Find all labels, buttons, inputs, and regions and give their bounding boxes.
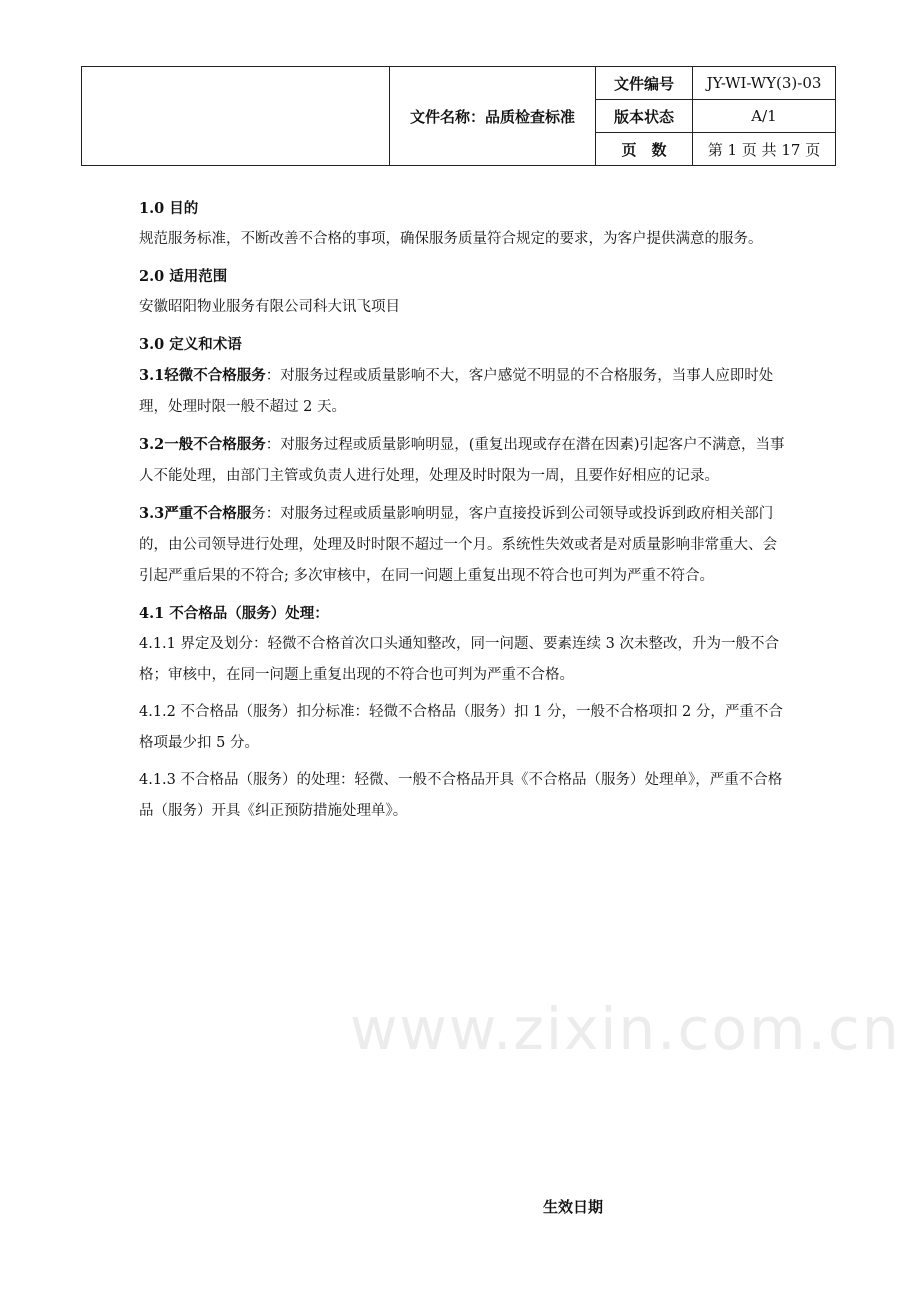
document-header-table: [81, 66, 836, 166]
definition-term: 严重不合格服: [164, 505, 252, 522]
effective-date-label: 生效日期: [543, 1198, 604, 1216]
clause-4-1-2: 4.1.2 不合格品（服务）扣分标准：轻微不合格品（服务）扣 1 分，一般不合格项扣 2 分，严重不合格项最少扣 5 分。: [139, 704, 783, 751]
section-purpose-text: 规范服务标准，不断改善不合格的事项，确保服务质量符合规定的要求，为客户提供满意的服务。: [139, 231, 763, 247]
definition-serious-nonconformity: [139, 498, 789, 592]
definition-term: 轻微不合格服务: [164, 367, 266, 384]
definition-general-nonconformity: [139, 429, 789, 492]
definition-term: 一般不合格服务: [164, 436, 266, 453]
page-label: 页 数: [596, 133, 693, 166]
definition-text: ：对服务过程或质量影响不大，客户感觉不明显的不合格服务，当事人应即时处理，处理时限一般不超过 2 天。: [139, 368, 774, 415]
definition-number: 3.2: [139, 436, 165, 453]
section-heading-definitions: 3.0 定义和术语: [139, 336, 242, 353]
clause-4-1-3: 4.1.3 不合格品（服务）的处理：轻微、一般不合格品开具《不合格品（服务）处理单》，严重不合格品（服务）开具《纠正预防措施处理单》。: [139, 772, 783, 819]
watermark: www.zixin.com.cn: [350, 995, 901, 1063]
file-name: 文件名称：品质检查标准: [390, 67, 596, 166]
definition-minor-nonconformity: [139, 360, 789, 423]
definition-number: 3.3: [139, 505, 165, 522]
section-heading-purpose: 1.0 目的: [139, 200, 199, 217]
clause-4-1-1: 4.1.1 界定及划分：轻微不合格首次口头通知整改，同一问题、要素连续 3 次未整改，升为一般不合格；审核中，在同一问题上重复出现的不符合也可判为严重不合格。: [139, 636, 779, 683]
document-body: [139, 187, 789, 833]
definition-text: ：对服务过程或质量影响明显，(重复出现或存在潜在因素)引起客户不满意，当事人不能处理，由部门主管或负责人进行处理，处理及时时限为一周，且要作好相应的记录。: [139, 437, 785, 484]
version-value: A/1: [693, 100, 836, 133]
definition-number: 3.1: [139, 367, 165, 384]
file-number-label: 文件编号: [596, 67, 693, 100]
version-label: 版本状态: [596, 100, 693, 133]
file-number-value: JY-WI-WY(3)-03: [693, 67, 836, 100]
definition-text: 务：对服务过程或质量影响明显，客户直接投诉到公司领导或投诉到政府相关部门的，由公司领导进行处理，处理及时时限不超过一个月。系统性失效或者是对质量影响非常重大、会引起严重后果的不符合; 多次审核中，在同一问题上重复出现不符合也可判为严重不符合。: [139, 506, 777, 584]
section-heading-scope: 2.0 适用范围: [139, 268, 228, 285]
section-scope-text: 安徽昭阳物业服务有限公司科大讯飞项目: [139, 299, 400, 315]
logo-cell: [82, 67, 390, 166]
section-heading-handling: 4.1 不合格品（服务）处理：: [139, 605, 329, 622]
page-value: 第 1 页 共 17 页: [693, 133, 836, 166]
